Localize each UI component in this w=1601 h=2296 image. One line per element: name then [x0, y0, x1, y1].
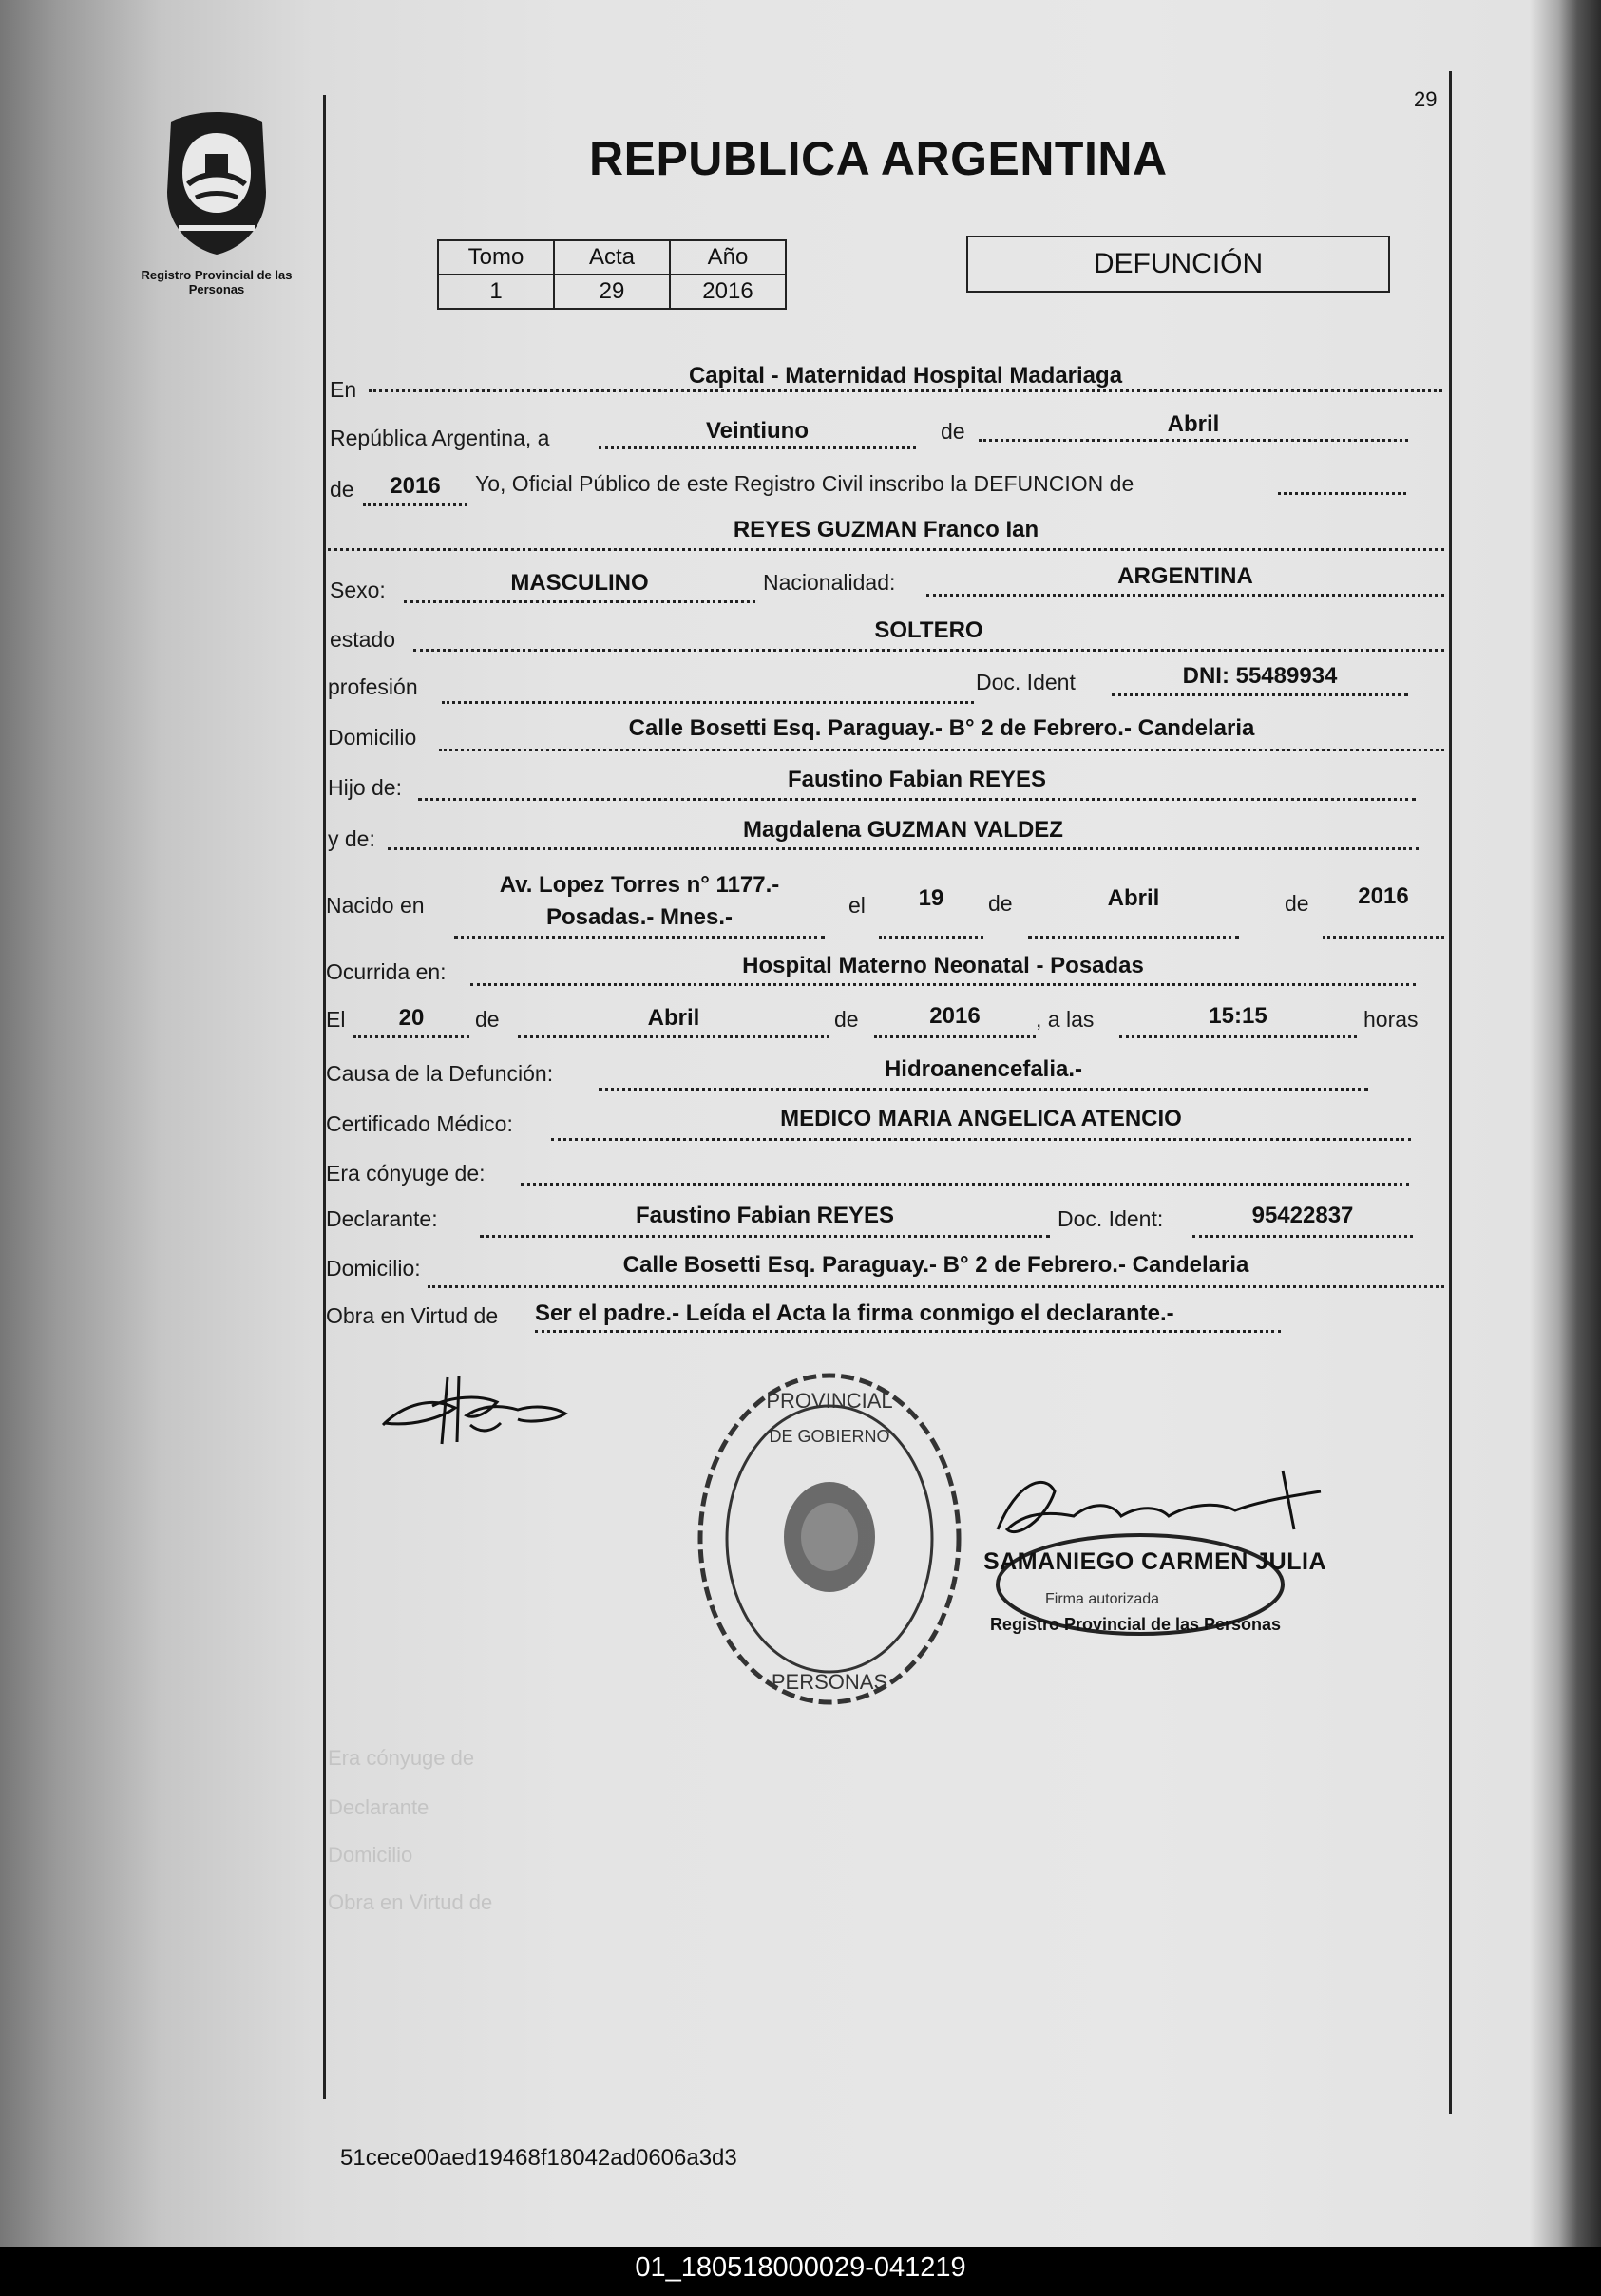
def-mes-value: Abril — [647, 1005, 700, 1031]
nacionalidad-label: Nacionalidad: — [763, 570, 896, 595]
def-dia-value: 20 — [398, 1005, 425, 1031]
nac-mes-line — [1028, 936, 1239, 939]
deceased-name: REYES GUZMAN Franco Ian — [733, 517, 1039, 542]
officer-name: SAMANIEGO CARMEN JULIA — [983, 1548, 1327, 1575]
svg-text:PERSONAS: PERSONAS — [771, 1670, 888, 1694]
profesion-label: profesión — [328, 674, 418, 699]
hijo-line — [418, 798, 1416, 801]
obra-line — [535, 1330, 1281, 1333]
register-table — [437, 239, 787, 310]
anio-value: 2016 — [390, 473, 441, 499]
register-value-row — [438, 275, 786, 309]
ocurrida-value: Hospital Materno Neonatal - Posadas — [742, 953, 1144, 978]
nac-de2-label: de — [1285, 891, 1309, 916]
domicilio-label: Domicilio — [328, 725, 417, 750]
def-hora-line — [1119, 1035, 1357, 1038]
nac-anio-value: 2016 — [1358, 883, 1409, 909]
hijo-label: Hijo de: — [328, 775, 402, 800]
decl-doc-line — [1192, 1235, 1413, 1238]
nombre-line — [328, 548, 1444, 551]
nacionalidad-value: ARGENTINA — [1117, 563, 1253, 589]
def-anio-value: 2016 — [929, 1003, 981, 1029]
certificado-value: MEDICO MARIA ANGELICA ATENCIO — [780, 1106, 1182, 1131]
bleed-through-3: Domicilio — [328, 1843, 413, 1867]
nac-dia-line — [879, 936, 983, 939]
register-header-tomo: Tomo — [438, 240, 554, 275]
doc-value: DNI: 55489934 — [1182, 663, 1338, 689]
declarant-signature — [375, 1368, 575, 1453]
page-number: 29 — [1414, 87, 1438, 111]
doc-label: Doc. Ident — [976, 670, 1076, 694]
nacido-line1: Av. Lopez Torres n° 1177.- — [499, 872, 780, 898]
declarante-value: Faustino Fabian REYES — [635, 1203, 895, 1228]
el2-label: El — [326, 1007, 346, 1032]
organization-name: Registro Provincial de las Personas — [141, 268, 293, 296]
dia-value: Veintiuno — [706, 418, 809, 444]
def-dia-line — [353, 1035, 469, 1038]
nacionalidad-line — [926, 594, 1444, 597]
certificado-line — [551, 1138, 1411, 1141]
register-header-row — [438, 240, 786, 275]
officer-role: Firma autorizada — [1045, 1591, 1160, 1607]
horas-label: horas — [1363, 1007, 1419, 1032]
causa-label: Causa de la Defunción: — [326, 1061, 554, 1086]
yde-label: y de: — [328, 826, 375, 851]
register-header-anio: Año — [670, 240, 786, 275]
yde-value: Magdalena GUZMAN VALDEZ — [743, 817, 1063, 843]
estado-line — [413, 649, 1444, 652]
nac-anio-line — [1323, 936, 1444, 939]
nac-mes-value: Abril — [1107, 885, 1160, 911]
inscribo-line — [1278, 492, 1406, 495]
anio-line — [363, 503, 467, 506]
svg-text:PROVINCIAL: PROVINCIAL — [766, 1389, 893, 1413]
left-margin-line — [323, 95, 326, 2099]
el-label: el — [848, 893, 866, 918]
decl-dom-label: Domicilio: — [326, 1256, 421, 1281]
register-acta: 29 — [554, 275, 670, 309]
nacido-line2: Posadas.- Mnes.- — [545, 904, 734, 930]
declarante-label: Declarante: — [326, 1206, 438, 1231]
nacido-line — [454, 936, 825, 939]
en-line — [369, 389, 1442, 392]
domicilio-value: Calle Bosetti Esq. Paraguay.- B° 2 de Febrero.- Candelaria — [628, 715, 1255, 741]
de-label: de — [941, 419, 965, 444]
dia-line — [599, 446, 916, 449]
record-type-box: DEFUNCIÓN — [966, 236, 1390, 293]
sexo-line — [404, 600, 755, 603]
mes-line — [979, 439, 1408, 442]
republica-label: República Argentina, a — [330, 426, 550, 450]
decl-dom-value: Calle Bosetti Esq. Paraguay.- B° 2 de Febrero.- Candelaria — [622, 1252, 1249, 1278]
provincial-emblem — [150, 106, 283, 258]
estado-label: estado — [330, 627, 396, 652]
estado-value: SOLTERO — [874, 617, 983, 643]
def-de1-label: de — [475, 1007, 500, 1032]
en-value: Capital - Maternidad Hospital Madariaga — [688, 363, 1123, 389]
svg-text:DE GOBIERNO: DE GOBIERNO — [769, 1427, 890, 1446]
doc-line — [1112, 693, 1408, 696]
en-label: En — [330, 377, 357, 402]
def-hora-value: 15:15 — [1209, 1003, 1267, 1029]
obra-value: Ser el padre.- Leída el Acta la firma conmigo el declarante.- — [535, 1300, 1174, 1326]
bleed-through-2: Declarante — [328, 1795, 429, 1819]
domicilio-line — [439, 749, 1444, 751]
profesion-line — [442, 701, 974, 704]
bleed-through-1: Era cónyuge de — [328, 1746, 475, 1770]
ocurrida-label: Ocurrida en: — [326, 959, 447, 984]
obra-label: Obra en Virtud de — [326, 1303, 499, 1328]
ocurrida-line — [470, 983, 1416, 986]
sexo-label: Sexo: — [330, 578, 386, 602]
anio-prefix-label: de — [330, 477, 354, 502]
hijo-value: Faustino Fabian REYES — [787, 767, 1047, 792]
alas-label: , a las — [1036, 1007, 1095, 1032]
register-header-acta: Acta — [554, 240, 670, 275]
official-round-seal — [692, 1368, 967, 1710]
inscribo-text: Yo, Oficial Público de este Registro Civil inscribo la DEFUNCION de — [475, 471, 1134, 496]
yde-line — [388, 847, 1419, 850]
causa-line — [599, 1088, 1368, 1091]
register-tomo: 1 — [438, 275, 554, 309]
def-mes-line — [518, 1035, 829, 1038]
conyuge-line — [521, 1183, 1409, 1186]
document-title: REPUBLICA ARGENTINA — [589, 132, 1168, 185]
nac-de1-label: de — [988, 891, 1013, 916]
def-anio-line — [874, 1035, 1036, 1038]
decl-doc-label: Doc. Ident: — [1058, 1206, 1164, 1231]
certificado-label: Certificado Médico: — [326, 1111, 513, 1136]
declarante-line — [480, 1235, 1050, 1238]
conyuge-label: Era cónyuge de: — [326, 1161, 486, 1186]
mes-value: Abril — [1167, 411, 1220, 437]
sexo-value: MASCULINO — [510, 570, 649, 596]
right-margin-line — [1449, 71, 1452, 2114]
officer-org: Registro Provincial de las Personas — [989, 1615, 1282, 1634]
nac-dia-value: 19 — [918, 885, 944, 911]
nacido-label: Nacido en — [326, 893, 425, 918]
def-de2-label: de — [834, 1007, 859, 1032]
document-hash: 51cece00aed19468f18042ad0606a3d3 — [340, 2145, 737, 2171]
causa-value: Hidroanencefalia.- — [884, 1056, 1083, 1082]
decl-dom-line — [428, 1285, 1444, 1288]
decl-doc-value: 95422837 — [1251, 1203, 1354, 1228]
footer-filename: 01_180518000029-041219 — [635, 2252, 966, 2283]
bleed-through-4: Obra en Virtud de — [328, 1890, 493, 1914]
register-anio: 2016 — [670, 275, 786, 309]
